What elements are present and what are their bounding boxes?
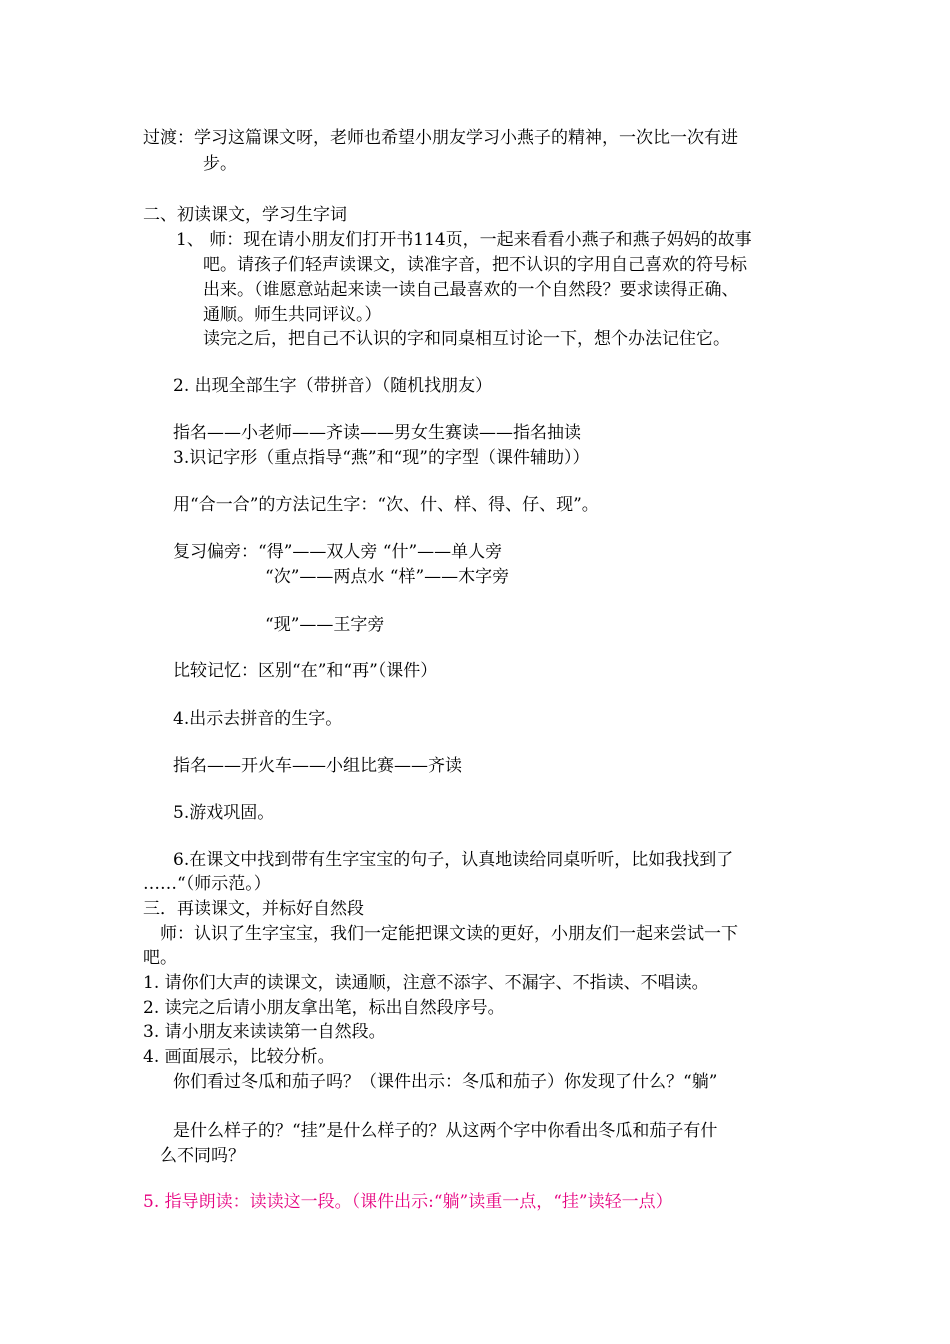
paragraph-line: 吧。请孩子们轻声读课文，读准字音，把不认识的字用自己喜欢的符号标	[203, 255, 747, 275]
step-4: 4.出示去拼音的生字。	[173, 709, 343, 729]
list-item: 4. 画面展示，比较分析。	[143, 1047, 335, 1067]
paragraph-line: 是什么样子的？“挂”是什么样子的？从这两个字中你看出冬瓜和茄子有什	[173, 1121, 718, 1141]
radical-review-line: “现”——王字旁	[265, 615, 385, 635]
section-heading-3: 三．再读课文，并标好自然段	[143, 899, 364, 919]
list-item: 3. 请小朋友来读读第一自然段。	[143, 1022, 386, 1042]
paragraph-line: 师：认识了生字宝宝，我们一定能把课文读的更好，小朋友们一起来尝试一下	[160, 924, 738, 944]
step-line: 用“合一合”的方法记生字：“次、什、样、得、仔、现”。	[173, 495, 599, 515]
list-item: 1. 请你们大声的读课文，读通顺，注意不添字、不漏字、不指读、不唱读。	[143, 973, 709, 993]
step-line: 指名——开火车——小组比赛——齐读	[173, 756, 462, 776]
compare-memory: 比较记忆：区别“在”和“再”（课件）	[173, 661, 438, 681]
step-6: 6.在课文中找到带有生字宝宝的句子，认真地读给同桌听听，比如我找到了	[173, 850, 734, 870]
radical-review-line: “次”——两点水 “样”——木字旁	[265, 567, 510, 587]
highlighted-list-item: 5. 指导朗读：读读这一段。（课件出示:“躺”读重一点，“挂”读轻一点）	[143, 1192, 673, 1212]
step-5: 5.游戏巩固。	[173, 803, 275, 823]
transition-text-cont: 步。	[203, 154, 237, 174]
radical-review: 复习偏旁：“得”——双人旁 “什”——单人旁	[173, 542, 503, 562]
paragraph-line: 么不同吗？	[160, 1146, 245, 1166]
step-line: 指名——小老师——齐读——男女生赛读——指名抽读	[173, 423, 581, 443]
transition-text: 过渡：学习这篇课文呀，老师也希望小朋友学习小燕子的精神，一次比一次有进	[143, 128, 738, 148]
paragraph-line: 读完之后，把自己不认识的字和同桌相互讨论一下，想个办法记住它。	[203, 329, 730, 349]
step-2: 2. 出现全部生字（带拼音）（随机找朋友）	[173, 376, 493, 396]
section-heading-2: 二、初读课文，学习生字词	[143, 205, 347, 225]
list-item: 2. 读完之后请小朋友拿出笔，标出自然段序号。	[143, 998, 505, 1018]
step-6-cont: ……“（师示范。）	[143, 874, 271, 894]
paragraph-line: 通顺。师生共同评议。）	[203, 305, 382, 325]
paragraph-line: 吧。	[143, 948, 177, 968]
paragraph-line: 出来。（谁愿意站起来读一读自己最喜欢的一个自然段？要求读得正确、	[203, 280, 739, 300]
step-3: 3.识记字形（重点指导“燕”和“现”的字型（课件辅助））	[173, 448, 590, 468]
paragraph-line: 1、 师：现在请小朋友们打开书114页，一起来看看小燕子和燕子妈妈的故事	[176, 230, 752, 250]
paragraph-line: 你们看过冬瓜和茄子吗？（课件出示：冬瓜和茄子）你发现了什么？“躺”	[173, 1072, 718, 1092]
